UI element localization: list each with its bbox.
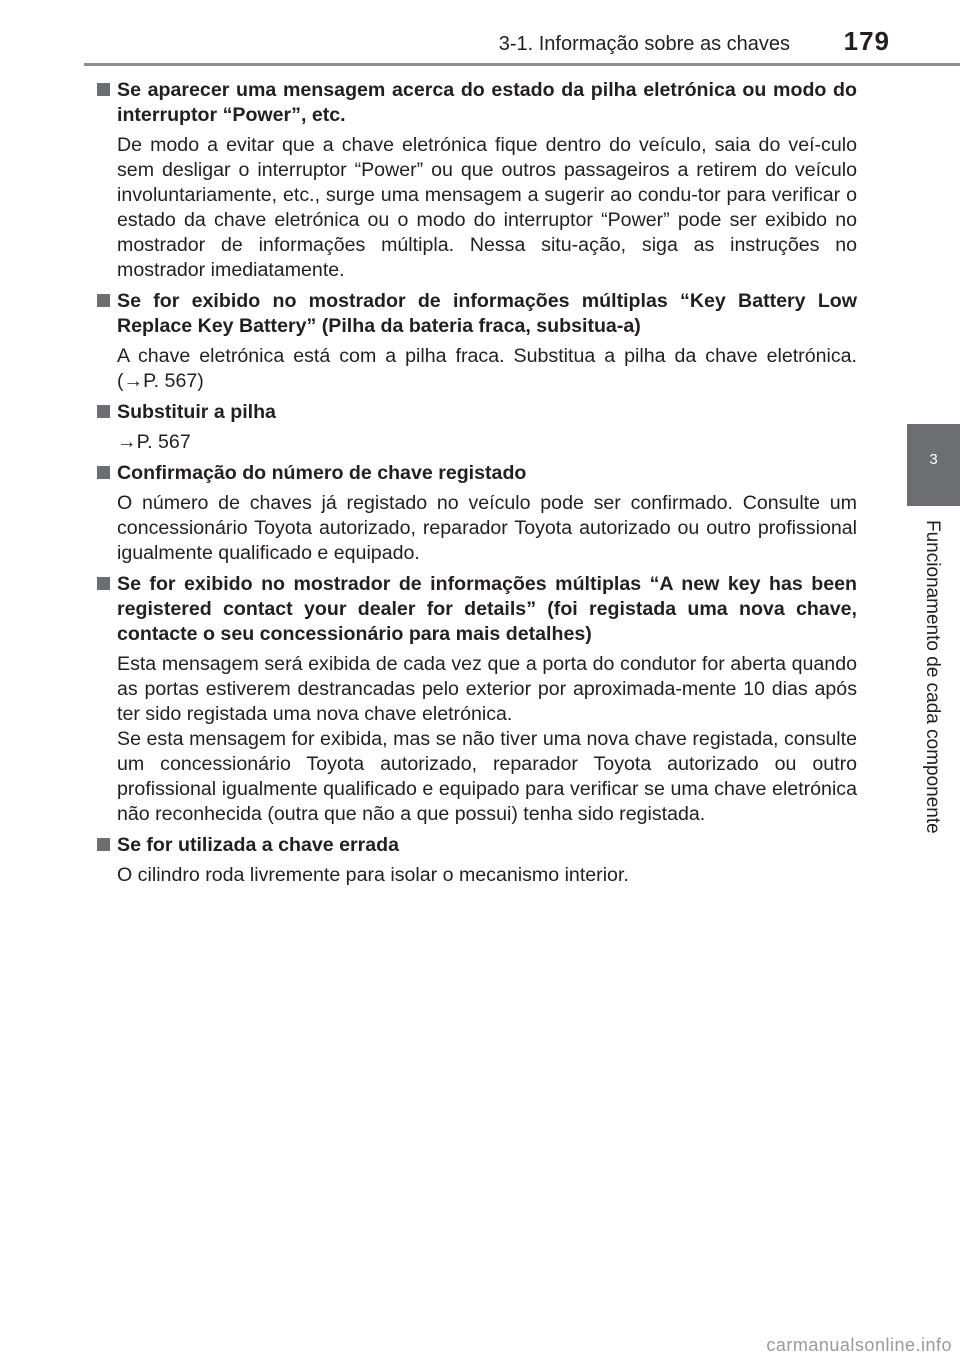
chapter-title: Funcionamento de cada componente: [922, 520, 943, 834]
section-key-battery-low: [97, 289, 857, 394]
section-heading: Se aparecer uma mensagem acerca do estado da pilha eletrónica ou modo do interruptor “Power”, etc.: [117, 79, 857, 126]
section-paragraph: O cilindro roda livremente para isolar o mecanismo interior.: [117, 864, 629, 886]
square-bullet-icon: [97, 577, 110, 590]
square-bullet-icon: [97, 838, 110, 851]
section-key-count: [97, 461, 857, 566]
section-title: 3-1. Informação sobre as chaves: [498, 33, 790, 55]
chapter-number: 3: [929, 451, 938, 468]
page-content: [97, 78, 857, 894]
section-new-key-registered: [97, 572, 857, 827]
section-wrong-key: [97, 833, 857, 888]
section-heading: Se for exibido no mostrador de informações múltiplas “A new key has been registered contact your dealer for details” (foi registada uma nova chave, contacte o seu concessionário para mais detalhes): [117, 573, 857, 645]
watermark: carmanualsonline.info: [766, 1335, 952, 1355]
section-heading: Substituir a pilha: [117, 401, 276, 423]
section-paragraph: O número de chaves já registado no veículo pode ser confirmado. Consulte um concessionário Toyota autorizado, reparador Toyota autorizado ou outro profissional igualmente qualificado e equipado.: [117, 492, 857, 564]
section-replace-battery: [97, 400, 857, 455]
square-bullet-icon: [97, 294, 110, 307]
chapter-tab: [907, 424, 960, 506]
square-bullet-icon: [97, 405, 110, 418]
section-paragraph: De modo a evitar que a chave eletrónica fique dentro do veículo, saia do veí-culo sem desligar o interruptor “Power” ou que outros passageiros a retirem do veículo involuntariamente, etc., surge uma mensagem a sugerir ao condu-tor para verificar o estado da chave eletrónica ou o modo do interruptor “Power” pode ser exibido no mostrador de informações múltipla. Nessa situ-ação, siga as instruções no mostrador imediatamente.: [117, 134, 857, 281]
page-reference-link: →P. 567: [117, 431, 191, 453]
square-bullet-icon: [97, 83, 110, 96]
section-paragraph: Se esta mensagem for exibida, mas se não tiver uma nova chave registada, consulte um concessionário Toyota autorizado, reparador Toyota autorizado ou outro profissional igualmente qualificado e equipado para verificar se uma chave eletrónica não reconhecida (outra que não a que possui) tenha sido registada.: [117, 728, 857, 825]
section-paragraph: Esta mensagem será exibida de cada vez que a porta do condutor for aberta quando as portas estiverem destrancadas pelo exterior por aproximada-mente 10 dias após ter sido registada uma nova chave eletrónica.: [117, 653, 857, 725]
section-paragraph: A chave eletrónica está com a pilha fraca. Substitua a pilha da chave eletrónica. (→P. 567): [117, 345, 857, 392]
section-heading: Se for exibido no mostrador de informações múltiplas “Key Battery Low Replace Key Battery” (Pilha da bateria fraca, subsitua-a): [117, 290, 857, 337]
section-heading: Se for utilizada a chave errada: [117, 834, 400, 856]
section-heading: Confirmação do número de chave registado: [117, 462, 527, 484]
page-number: 179: [843, 26, 890, 56]
section-battery-message: [97, 78, 857, 283]
square-bullet-icon: [97, 466, 110, 479]
page-header: [0, 0, 960, 66]
header-divider: [84, 63, 960, 66]
